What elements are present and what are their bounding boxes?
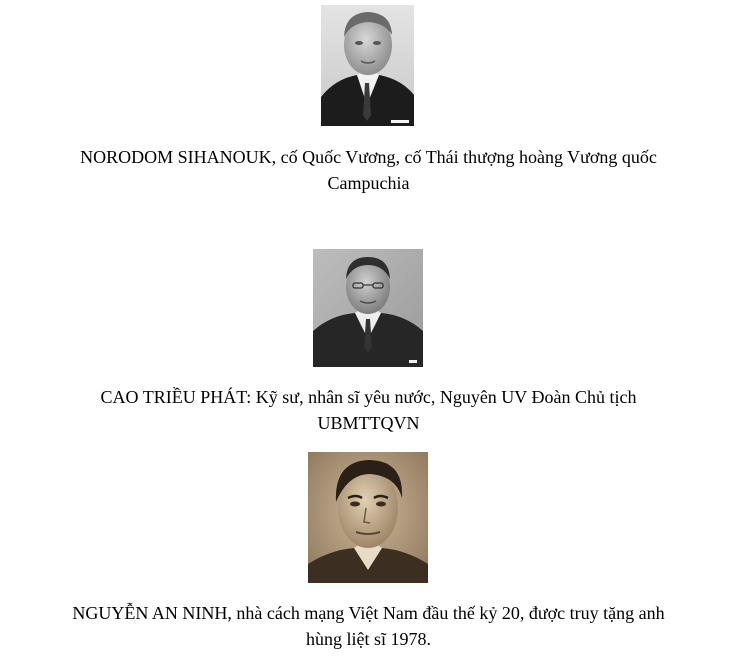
portrait-photo-3 xyxy=(308,452,428,583)
caption-2-line-1: CAO TRIỀU PHÁT: Kỹ sư, nhân sĩ yêu nước, Nguyên UV Đoàn Chủ tịch xyxy=(100,387,637,407)
caption-2-line-2: UBMTTQVN xyxy=(317,413,420,433)
caption-1-line-1: NORODOM SIHANOUK, cố Quốc Vương, cố Thái thượng hoàng Vương quốc xyxy=(80,147,657,167)
portrait-image-nguyen-an-ninh xyxy=(308,452,428,583)
caption-3 xyxy=(20,600,717,652)
portrait-image-sihanouk xyxy=(321,5,414,126)
caption-1-line-2: Campuchia xyxy=(327,173,410,193)
caption-2 xyxy=(20,384,717,436)
portrait-image-cao-trieu-phat xyxy=(313,249,423,367)
portrait-photo-2 xyxy=(313,249,423,367)
caption-3-line-1: NGUYỄN AN NINH, nhà cách mạng Việt Nam đầu thế kỷ 20, được truy tặng anh xyxy=(72,603,665,623)
portrait-photo-1 xyxy=(321,5,414,126)
caption-3-line-2: hùng liệt sĩ 1978. xyxy=(306,629,431,649)
caption-1 xyxy=(20,144,717,196)
